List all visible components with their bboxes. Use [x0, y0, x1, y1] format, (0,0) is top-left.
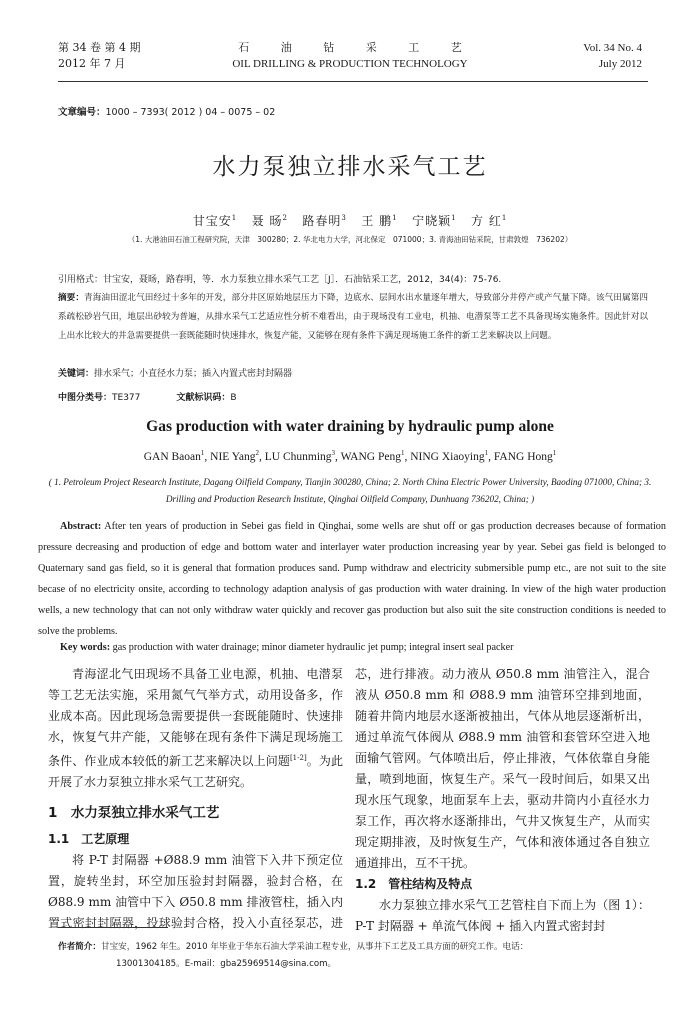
doc-code-value: B	[230, 393, 237, 403]
abstract-cn-label: 摘要：	[58, 293, 85, 303]
author: 方 红$^1$	[471, 214, 508, 228]
author-en: GAN Baoan$^1$	[143, 449, 205, 463]
body-paragraph: 青海涩北气田现场不具备工业电源，机抽、电潜泵等工艺无法实施，采用氮气气举方式，动用设备多，作业成本高。因此现场急需要提供一套既能随时、快速排水，恢复气井产能，又能够在现有条件下满足现场施工条件、作业成本较低的新工艺来解决以上问题[1-2]。为此开展了水力泵独立排水采气工艺研究。	[48, 667, 343, 789]
author-affiliations-en: ( 1. Petroleum Project Research Institute, Dagang Oilfield Company, Tianjin 300280, China; 2. North China Electric Power University, Baoding 071000, China; 3. Drilling and Production Research Institute, Qinghai Oilfield Company, Dunhuang 736202, China; )	[48, 477, 652, 504]
keywords-en-text: gas production with water drainage; minor diameter hydraulic jet pump; integral insert seal packer	[112, 642, 514, 653]
doc-code-label: 文献标识码：	[176, 393, 231, 403]
section-heading: 1 水力泵独立排水采气工艺	[48, 805, 220, 821]
abstract-en-text: After ten years of production in Sebei gas field in Qinghai, some wells are shut off or gas production decreases because of formation pressure decreasing and production of edge and bottom water and interlayer water production increasing year by year. Sebei gas field is belonged to Quaternary sand gas field, so it is general that formation produces sand. Pump withdraw and electricity submersible pump etc., are not suit to the site becase of no electricity onsite, according to technology adaption analysis of gas production with water draining. In view of the high water production wells, a new technology that can not only withdraw water quickly and recover gas production but also suit the site construction conditions is needed to solve the problems.	[38, 521, 666, 637]
author: 王 鹏$^1$	[361, 214, 398, 228]
author-en: FANG Hong$^1$	[493, 449, 557, 463]
footnote-contact: 13001304185。E-mail：gba25969514@sina.com。	[116, 959, 337, 969]
header-volume-cn-line: 第 34 卷 第 4 期	[58, 41, 141, 54]
header-journal-en: OIL DRILLING & PRODUCTION TECHNOLOGY	[232, 58, 468, 70]
author-list	[0, 212, 700, 229]
author-en: NING Xiaoying$^1$	[410, 449, 489, 463]
author-list-en: GAN Baoan$^1$, NIE Yang$^2$, LU Chunming$^3$, WANG Peng$^1$, NING Xiaoying$^1$, FANG Hong$^1$	[143, 449, 557, 463]
body-paragraph-continued: 芯，进行排液。动力液从 Ø50.8 mm 油管注入，混合液从 Ø50.8 mm 和 Ø88.9 mm 油管环空排到地面，随着井筒内地层水逐渐被抽出，气体从地层逐渐析出，通过单流气体阀从 Ø88.9 mm 油管和套管环空进入地面输气管网。气体喷出后，停止排液，气体依靠自身能量，喷到地面，恢复生产。采气一段时间后，如果又出现水压气现象，地面泵车上去，驱动井筒内小直径水力泵工作，再次将水逐渐排出，气井又恢复生产，从而实现定期排液，及时恢复生产，气体和液体通过各自独立通道排出，互不干扰。	[355, 667, 650, 870]
citation-format: 引用格式：甘宝安，聂旸，路春明，等．水力泵独立排水采气工艺［J］．石油钻采工艺，2012，34(4)：75-76.	[58, 275, 502, 285]
article-number-label: 文章编号：	[58, 107, 106, 118]
header-date-en: July 2012	[598, 58, 642, 70]
subsection-heading: 1.1 工艺原理	[48, 832, 130, 846]
abstract-en	[38, 516, 666, 642]
clc-label: 中图分类号：	[58, 393, 113, 403]
paper-title-en: Gas production with water draining by hydraulic pump alone	[146, 418, 554, 435]
author-en: NIE Yang$^2$	[210, 449, 260, 463]
header-volume-en	[583, 40, 642, 72]
header-volume-en-line: Vol. 34 No. 4	[583, 42, 642, 54]
author-affiliations: （1. 大港油田石油工程研究院，天津 300280；2. 华北电力大学，河北保定 071000；3. 青海油田钻采院，甘肃敦煌 736202）	[127, 235, 573, 244]
body-paragraph: 将 P-T 封隔器 +Ø88.9 mm 油管下入井下预定位置，旋转坐封，环空加压验封封隔器，验封合格，在 Ø88.9 mm 油管中下入 Ø50.8 mm 排液管柱，插入内置式密封封隔器，投球验封合格，投入小直径泵芯，进	[48, 853, 343, 930]
body-paragraph: 水力泵独立排水采气工艺管柱自下而上为（图 1）：P-T 封隔器 + 单流气体阀 + 插入内置式密封封	[355, 898, 650, 933]
paper-title: 水力泵独立排水采气工艺	[212, 154, 488, 180]
reference-mark: [1-2]	[289, 754, 307, 762]
article-number	[58, 104, 275, 118]
abstract-cn-text: 青海油田涩北气田经过十多年的开发，部分井区原始地层压力下降，边底水、层间水出水量逐年增大，导致部分井停产或产气量下降。该气田属第四系疏松砂岩气田，地层出砂较为普遍，从排水采气工艺适应性分析不难看出，由于现场没有工业电，机抽、电潜泵等工艺不具备现场实施条件。因此针对以上出水比较大的井急需要提供一套既能随时快速排水，恢复产能，又能够在现有条件下满足现场施工条件的新工艺来解决以上问题。	[58, 293, 648, 341]
keywords-cn-text: 排水采气；小直径水力泵；插入内置式密封封隔器	[94, 369, 293, 379]
abstract-cn	[58, 289, 648, 346]
footnote-label: 作者简介：	[58, 942, 101, 952]
keywords-cn-label: 关键词：	[58, 369, 95, 379]
subsection-heading: 1.2 管柱结构及特点	[355, 877, 473, 891]
header-journal-cn: 石 油 钻 采 工 艺	[238, 41, 476, 54]
keywords-en	[60, 640, 680, 656]
header-rule	[58, 81, 648, 82]
classification	[58, 390, 648, 406]
abstract-en-label: Abstract:	[60, 521, 102, 532]
author: 甘宝安$^1$	[192, 214, 238, 228]
author-en: LU Chunming$^3$	[264, 449, 336, 463]
author: 路春明$^3$	[302, 214, 347, 228]
body-column-right	[355, 664, 650, 937]
keywords-cn	[58, 366, 648, 382]
author: 宁晓颖$^1$	[412, 214, 457, 228]
body-column-left	[48, 664, 343, 934]
header-date-cn: 2012 年 7 月	[58, 57, 126, 70]
author-footnote	[58, 939, 658, 973]
article-number-value: 1000 – 7393( 2012 ) 04 – 0075 – 02	[105, 107, 276, 118]
author: 聂 旸$^2$	[251, 214, 288, 228]
keywords-en-label: Key words:	[60, 642, 111, 653]
footnote-text: 甘宝安，1962 年生。2010 年毕业于华东石油大学采油工程专业，从事井下工艺及工具方面的研究工作。电话：	[100, 942, 529, 952]
footnote-rule	[58, 927, 168, 928]
clc-value: TE377	[112, 393, 141, 403]
author-en: WANG Peng$^1$	[340, 449, 405, 463]
